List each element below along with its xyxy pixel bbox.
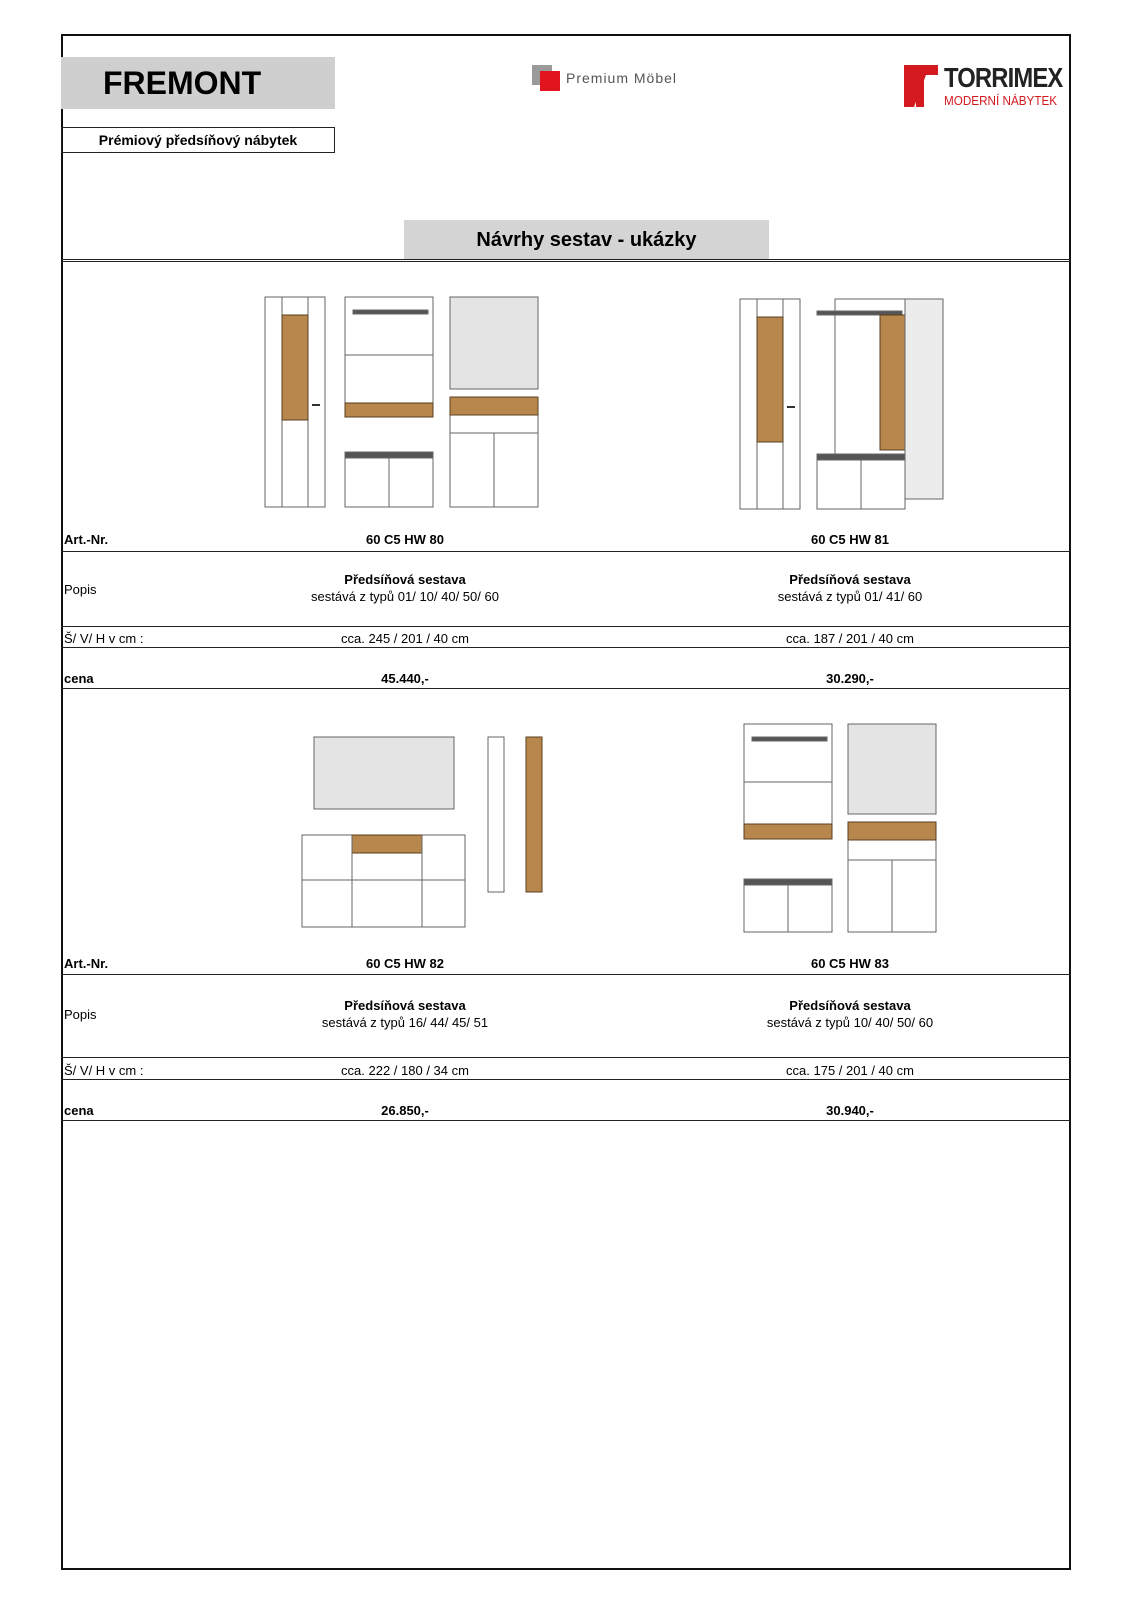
art-nr-label: Art.-Nr. [64, 532, 109, 547]
furniture-drawing-hw80 [260, 295, 540, 515]
dimensions-label: Š/ V/ H v cm : [64, 631, 144, 646]
price-value: 30.290,- [826, 671, 874, 686]
divider [61, 626, 1071, 627]
art-nr-value: 60 C5 HW 81 [810, 532, 890, 547]
page-title: FREMONT [61, 57, 335, 109]
divider [61, 974, 1071, 975]
price-label: cena [64, 671, 94, 686]
section-title: Návrhy sestav - ukázky [404, 220, 769, 260]
divider [61, 551, 1071, 552]
divider [61, 647, 1071, 648]
price-value: 45.440,- [381, 671, 429, 686]
description-title: Předsíňová sestava [344, 998, 466, 1013]
dimensions-label: Š/ V/ H v cm : [64, 1063, 144, 1078]
product-description [255, 998, 555, 1030]
art-nr-value: 60 C5 HW 83 [810, 956, 890, 971]
description-subtitle: sestává z typů 10/ 40/ 50/ 60 [766, 1015, 934, 1030]
description-title: Předsíňová sestava [789, 998, 911, 1013]
divider [61, 1079, 1071, 1080]
furniture-drawing-hw82 [300, 735, 550, 935]
company-name: TORRIMEX [944, 61, 1063, 93]
premium-mobel-text: Premium Möbel [566, 70, 678, 86]
product-description [700, 998, 1000, 1030]
furniture-drawing-hw81 [735, 297, 945, 515]
company-tagline: MODERNÍ NÁBYTEK [944, 92, 1058, 108]
price-label: cena [64, 1103, 94, 1118]
art-nr-label: Art.-Nr. [64, 956, 109, 971]
popis-label: Popis [64, 1007, 97, 1022]
description-title: Předsíňová sestava [789, 572, 911, 587]
product-description [700, 572, 1000, 604]
dimensions-value: cca. 175 / 201 / 40 cm [786, 1063, 914, 1078]
dimensions-value: cca. 187 / 201 / 40 cm [786, 631, 914, 646]
divider [61, 1057, 1071, 1058]
price-value: 30.940,- [826, 1103, 874, 1118]
description-subtitle: sestává z typů 01/ 41/ 60 [777, 589, 923, 604]
torrimex-logo [904, 63, 1083, 107]
dimensions-value: cca. 245 / 201 / 40 cm [341, 631, 469, 646]
furniture-drawing-hw83 [740, 722, 945, 934]
product-description [255, 572, 555, 604]
art-nr-value: 60 C5 HW 80 [365, 532, 445, 547]
divider [61, 1120, 1071, 1121]
description-subtitle: sestává z typů 16/ 44/ 45/ 51 [321, 1015, 489, 1030]
divider [61, 688, 1071, 689]
description-title: Předsíňová sestava [344, 572, 466, 587]
art-nr-value: 60 C5 HW 82 [365, 956, 445, 971]
divider [61, 259, 1071, 262]
premium-mobel-logo [532, 65, 677, 91]
description-subtitle: sestává z typů 01/ 10/ 40/ 50/ 60 [311, 589, 499, 604]
torrimex-t-icon [904, 63, 938, 107]
popis-label: Popis [64, 582, 97, 597]
premium-mobel-icon [532, 65, 560, 91]
dimensions-value: cca. 222 / 180 / 34 cm [341, 1063, 469, 1078]
price-value: 26.850,- [381, 1103, 429, 1118]
page-subtitle: Prémiový předsíňový nábytek [61, 127, 335, 153]
